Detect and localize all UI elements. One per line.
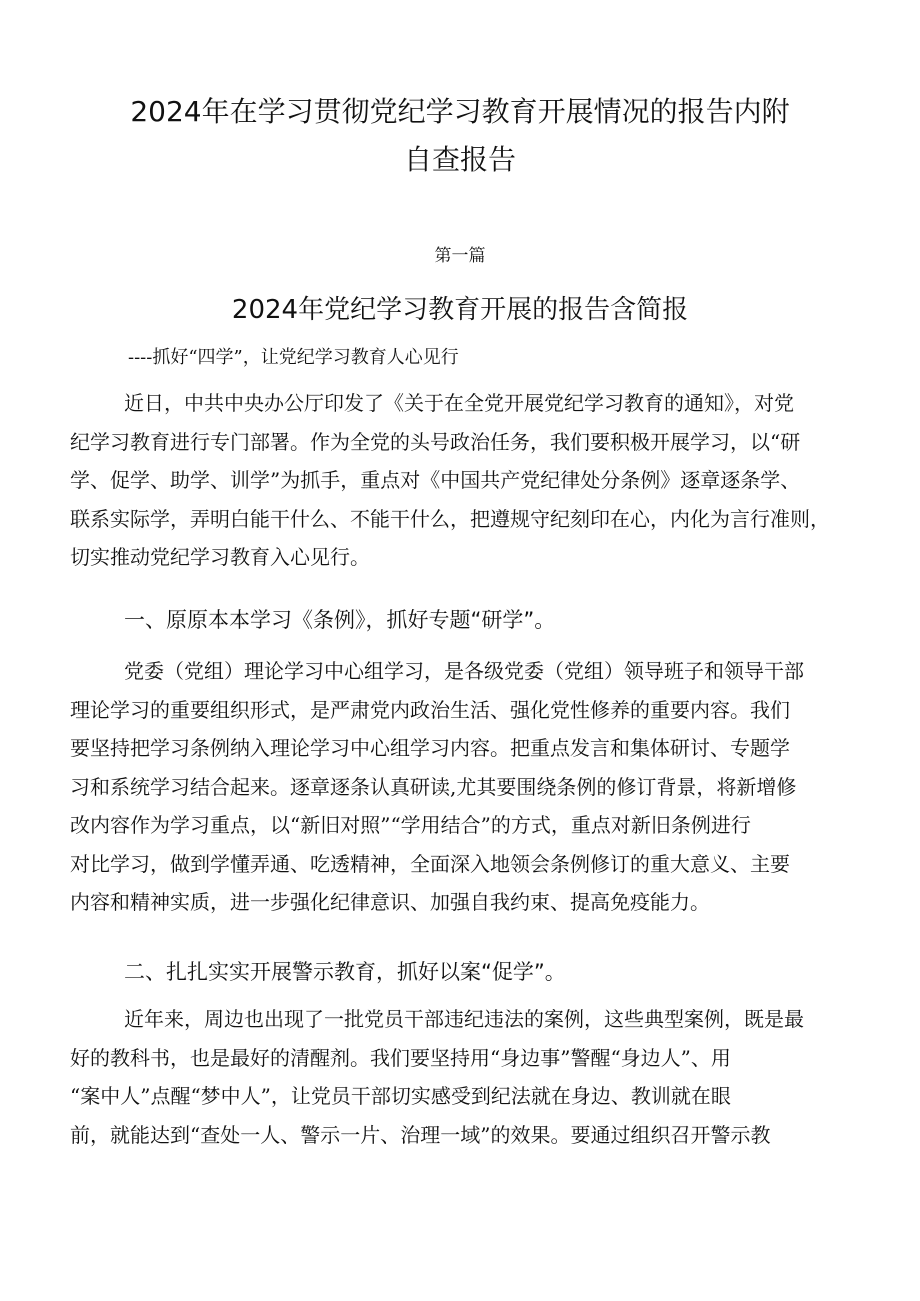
article-title: 2024年党纪学习教育开展的报告含简报 <box>231 295 689 325</box>
section-2-paragraph <box>70 1000 860 1154</box>
paragraph-line: 要坚持把学习条例纳入理论学习中心组学习内容。把重点发言和集体研讨、专题学 <box>70 736 790 760</box>
paragraph-line: 内容和精神实质，进一步强化纪律意识、加强自我约束、提高免疫能力。 <box>70 890 710 914</box>
paragraph-line: 改内容作为学习重点，以“新旧对照”“学用结合”的方式，重点对新旧条例进行 <box>70 813 751 837</box>
section-1-heading: 一、原原本本学习《条例》，抓好专题“研学”。 <box>124 608 556 632</box>
paragraph-line: 习和系统学习结合起来。逐章逐条认真研读,尤其要围绕条例的修订背景，将新增修 <box>70 774 797 799</box>
paragraph-line: 前，就能达到“查处一人、警示一片、治理一域”的效果。要通过组织召开警示教 <box>70 1122 771 1147</box>
section-2-heading: 二、扎扎实实开展警示教育，抓好以案“促学”。 <box>124 960 566 984</box>
paragraph-line: 理论学习的重要组织形式，是严肃党内政治生活、强化党性修养的重要内容。我们 <box>70 697 790 722</box>
paragraph-line: 切实推动党纪学习教育入心见行。 <box>70 545 370 569</box>
document-title-line-2: 自查报告 <box>403 143 516 176</box>
paragraph-line: 近年来，周边也出现了一批党员干部违纪违法的案例，这些典型案例，既是最 <box>124 1007 804 1031</box>
paragraph-line: “案中人”点醒“梦中人”，让党员干部切实感受到纪法就在身边、教训就在眼 <box>70 1084 731 1108</box>
paragraph-line: 学、促学、助学、训学”为抓手，重点对《中国共产党纪律处分条例》逐章逐条学、 <box>70 468 801 492</box>
article-tagline: ----抓好“四学”，让党纪学习教育人心见行 <box>128 347 459 368</box>
document-title-line-1: 2024年在学习贯彻党纪学习教育开展情况的报告内附 <box>130 95 790 128</box>
paragraph-line: 对比学习，做到学懂弄通、吃透精神，全面深入地领会条例修订的重大意义、主要 <box>70 851 790 876</box>
paragraph-line: 党委（党组）理论学习中心组学习，是各级党委（党组）领导班子和领导干部 <box>124 659 804 683</box>
paragraph-line: 纪学习教育进行专门部署。作为全党的头号政治任务，我们要积极开展学习，以“研 <box>70 429 801 454</box>
intro-paragraph <box>70 384 860 577</box>
paragraph-line: 好的教科书，也是最好的清醒剂。我们要坚持用“身边事”警醒“身边人”、用 <box>70 1045 731 1070</box>
section-1-paragraph <box>70 652 860 922</box>
chapter-label: 第一篇 <box>434 246 486 266</box>
paragraph-line: 联系实际学，弄明白能干什么、不能干什么，把遵规守纪刻印在心，内化为言行准则， <box>70 506 830 531</box>
paragraph-line: 近日，中共中央办公厅印发了《关于在全党开展党纪学习教育的通知》，对党 <box>124 391 794 415</box>
